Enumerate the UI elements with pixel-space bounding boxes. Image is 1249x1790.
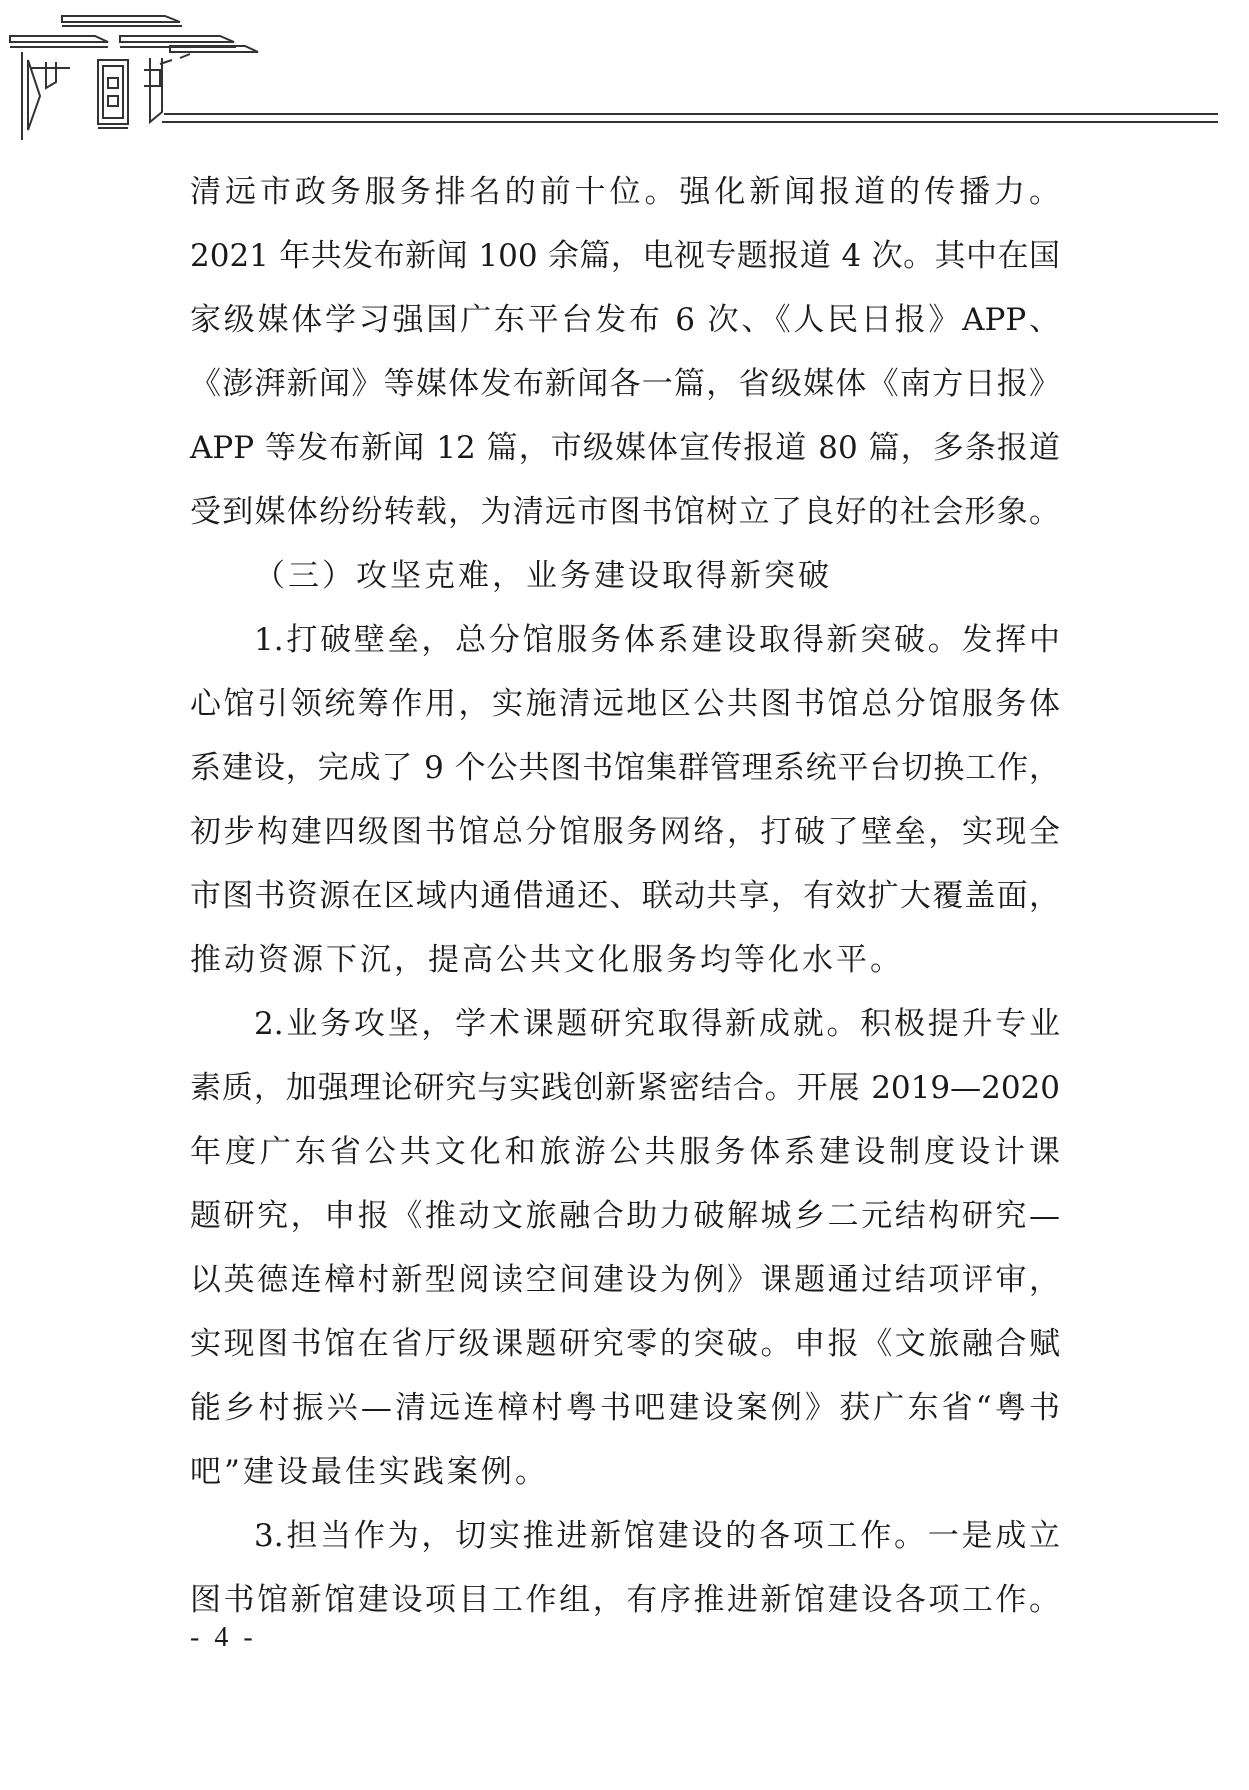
item-1-line-3: 系建设，完成了 9 个公共图书馆集群管理系统平台切换工作， (190, 750, 1060, 786)
item-3-line-2: 图书馆新馆建设项目工作组，有序推进新馆建设各项工作。 (190, 1582, 1060, 1618)
paragraph-line-6: 受到媒体纷纷转载，为清远市图书馆树立了良好的社会形象。 (190, 494, 1060, 530)
paragraph-line-2: 2021 年共发布新闻 100 余篇，电视专题报道 4 次。其中在国 (190, 238, 1060, 274)
item-2-line-2: 素质，加强理论研究与实践创新紧密结合。开展 2019—2020 (190, 1070, 1060, 1106)
item-2-line-4: 题研究，申报《推动文旅融合助力破解城乡二元结构研究— (190, 1198, 1060, 1234)
paragraph-line-1: 清远市政务服务排名的前十位。强化新闻报道的传播力。 (190, 174, 1060, 210)
item-2-line-1: 2.业务攻坚，学术课题研究取得新成就。积极提升专业 (254, 1006, 1060, 1042)
paragraph-line-3: 家级媒体学习强国广东平台发布 6 次、《人民日报》APP、 (190, 302, 1060, 338)
item-1-line-1: 1.打破壁垒，总分馆服务体系建设取得新突破。发挥中 (254, 622, 1060, 658)
header-roof-ornament-icon (0, 0, 1249, 160)
item-3-line-1: 3.担当作为，切实推进新馆建设的各项工作。一是成立 (254, 1518, 1060, 1554)
item-1-line-4: 初步构建四级图书馆总分馆服务网络，打破了壁垒，实现全 (190, 814, 1060, 850)
item-2-line-5: 以英德连樟村新型阅读空间建设为例》课题通过结项评审， (190, 1262, 1060, 1298)
section-heading-3: （三）攻坚克难，业务建设取得新突破 (254, 558, 832, 594)
document-body (190, 160, 1060, 1632)
item-1-line-5: 市图书资源在区域内通借通还、联动共享，有效扩大覆盖面， (190, 878, 1060, 914)
item-1-line-6: 推动资源下沉，提高公共文化服务均等化水平。 (190, 942, 904, 978)
item-2-line-7: 能乡村振兴—清远连樟村粤书吧建设案例》获广东省“粤书 (190, 1390, 1060, 1426)
item-2-line-8: 吧”建设最佳实践案例。 (190, 1454, 549, 1490)
paragraph-line-4: 《澎湃新闻》等媒体发布新闻各一篇，省级媒体《南方日报》 (190, 366, 1060, 402)
item-2-line-3: 年度广东省公共文化和旅游公共服务体系建设制度设计课 (190, 1134, 1060, 1170)
item-2-line-6: 实现图书馆在省厅级课题研究零的突破。申报《文旅融合赋 (190, 1326, 1060, 1362)
page-number: - 4 - (190, 1622, 257, 1653)
paragraph-line-5: APP 等发布新闻 12 篇，市级媒体宣传报道 80 篇，多条报道 (190, 430, 1060, 466)
item-1-line-2: 心馆引领统筹作用，实施清远地区公共图书馆总分馆服务体 (190, 686, 1060, 722)
